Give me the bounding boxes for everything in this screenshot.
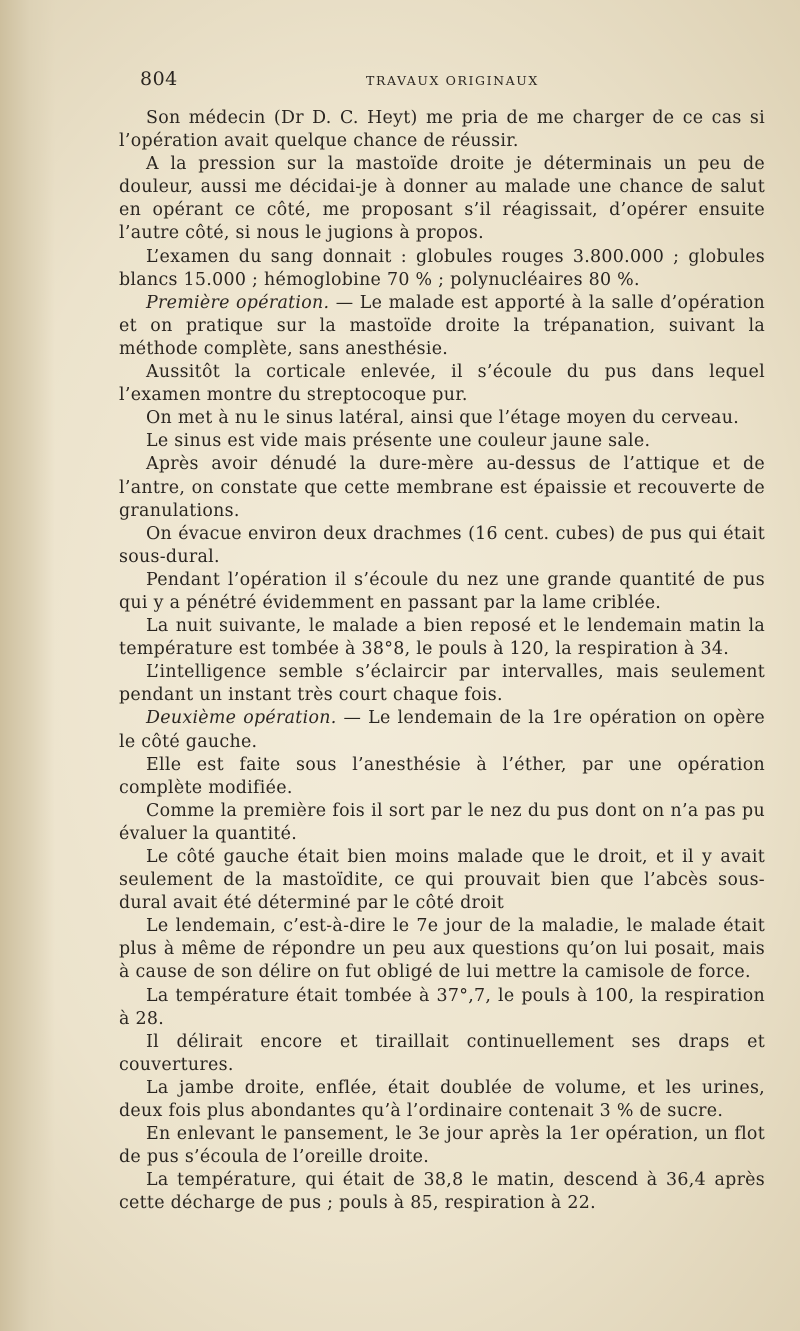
paragraph-14: Elle est faite sous l’anesthésie à l’éther, par une opération complète modifiée. [119,754,765,798]
section-heading-second-operation: Deuxième opération. [146,708,337,729]
page-header [140,68,765,92]
paragraph-3: L’examen du sang donnait : globules rouges 3.800.000 ; globules blancs 15.000 ; hémoglobine 70 % ; polynucléaires 80 %. [119,246,765,290]
paragraph-4: Première opération. — Le malade est apporté à la salle d’opération et on pratique sur la mastoïde droite la trépanation, suivant la méthode complète, sans anesthésie. [119,292,765,359]
page-edge-shadow [0,0,55,1331]
paragraph-7: Le sinus est vide mais présente une couleur jaune sale. [146,431,651,452]
body-text [119,107,765,1216]
paragraph-17: Le lendemain, c’est-à-dire le 7e jour de la maladie, le malade était plus à même de répondre un peu aux questions qu’on lui posait, mais à cause de son délire on fut obligé de lui mettre la camisole de force. [119,916,765,983]
paragraph-2: A la pression sur la mastoïde droite je déterminais un peu de douleur, aussi me décidai-je à donner au malade une chance de salut en opérant ce côté, me proposant s’il réagissait, d’opérer ensuite l’autre côté, si nous le jugions à propos. [119,154,765,244]
paragraph-11: La nuit suivante, le malade a bien reposé et le lendemain matin la température est tombée à 38°8, le pouls à 120, la respiration à 34. [119,616,765,660]
paragraph-18: La température était tombée à 37°,7, le pouls à 100, la respiration à 28. [119,985,765,1029]
paragraph-12: L’intelligence semble s’éclaircir par intervalles, mais seulement pendant un instant très court chaque fois. [119,662,765,706]
paragraph-20: La jambe droite, enflée, était doublée de volume, et les urines, deux fois plus abondantes qu’à l’ordinaire contenait 3 % de sucre. [119,1077,765,1122]
paragraph-13: Deuxième opération. — Le lendemain de la 1re opération on opère le côté gauche. [119,708,765,752]
paragraph-9: On évacue environ deux drachmes (16 cent. cubes) de pus qui était sous-dural. [119,523,765,567]
paragraph-10: Pendant l’opération il s’écoule du nez une grande quantité de pus qui y a pénétré évidemment en passant par la lame criblée. [119,569,765,613]
paragraph-16: Le côté gauche était bien moins malade que le droit, et il y avait seulement de la mastoïdite, ce qui prouvait bien que l’abcès sous-dural avait été déterminé par le côté droit [119,847,765,914]
paragraph-6: On met à nu le sinus latéral, ainsi que l’étage moyen du cerveau. [146,408,740,429]
paragraph-15: Comme la première fois il sort par le nez du pus dont on n’a pas pu évaluer la quantité. [119,800,765,844]
running-title: TRAVAUX ORIGINAUX [366,73,539,88]
paragraph-19: Il délirait encore et tiraillait continuellement ses draps et couvertures. [119,1031,765,1075]
section-heading-first-operation: Première opération. [146,292,330,313]
paragraph-21: En enlevant le pansement, le 3e jour après la 1er opération, un flot de pus s’écoula de l’oreille droite. [119,1124,765,1168]
paragraph-22: La température, qui était de 38,8 le matin, descend à 36,4 après cette décharge de pus ; pouls à 85, respiration à 22. [119,1170,765,1214]
paragraph-1: Son médecin (Dr D. C. Heyt) me pria de me charger de ce cas si l’opération avait quelque chance de réussir. [119,108,765,152]
paragraph-5: Aussitôt la corticale enlevée, il s’écoule du pus dans lequel l’examen montre du streptocoque pur. [119,362,765,406]
page-number: 804 [140,68,178,90]
paragraph-8: Après avoir dénudé la dure-mère au-dessus de l’attique et de l’antre, on constate que cette membrane est épaissie et recouverte de granulations. [119,454,765,521]
